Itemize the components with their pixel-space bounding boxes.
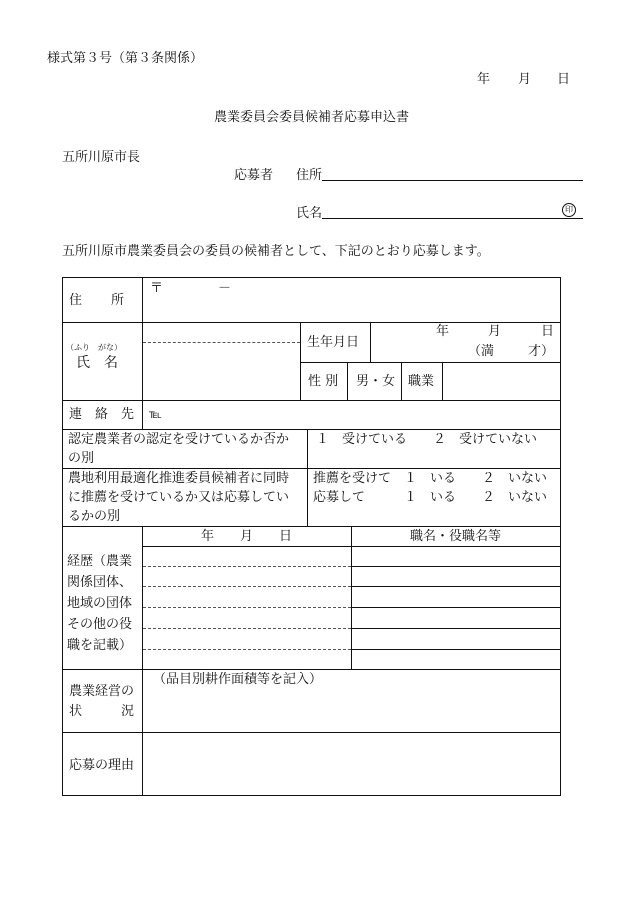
history-label-line5: 職を記載） [67,638,133,653]
contact-field[interactable] [170,403,555,425]
seal-icon: 印 [562,203,576,217]
applicant-address-label: 住所 [296,168,323,183]
applicant-label: 応募者 [234,168,274,183]
occupation-field[interactable] [445,364,557,398]
certified-question-line2: の別 [68,451,95,466]
farming-note: （品目別耕作面積等を記入） [153,672,323,687]
applicant-name-line[interactable] [322,218,583,219]
history-label-line3: 地域の団体 [67,596,133,611]
age-open: （満 [468,344,495,359]
birth-day: 日 [541,324,555,339]
postal-mark: 〒 [150,281,164,296]
history-label-line4: その他の役 [67,617,133,632]
postal-dash: － [218,281,232,296]
promotion-question-line2: に推薦を受けているか又は応募してい [68,490,290,505]
applicant-name-label: 氏名 [296,206,323,221]
contact-label: 連 絡 先 [69,407,135,422]
history-label-line1: 経歴（農業 [67,554,133,569]
date-month: 月 [518,72,532,87]
gender-options[interactable]: 男・女 [356,374,396,389]
gender-label: 性 別 [308,374,339,389]
name-label: 氏 名 [76,355,118,371]
certified-answer-options[interactable]: １ 受けている ２ 受けていない [316,432,538,447]
farming-label-line2: 状 況 [69,704,135,719]
form-number: 様式第３号（第３条関係） [47,51,204,66]
address-label: 住 所 [69,293,126,308]
date-day: 日 [557,72,571,87]
history-label-line2: 関係団体、 [67,575,133,590]
history-role-header: 職名・役職名等 [410,529,502,544]
birth-label: 生年月日 [307,335,360,350]
certified-question-line1: 認定農業者の認定を受けているか否か [68,432,290,447]
promotion-question-line1: 農地利用最適化推進委員候補者に同時 [68,471,290,486]
birth-month: 月 [488,324,502,339]
history-date-header: 年 月 日 [201,529,293,544]
promotion-answer-recommended[interactable]: 推薦を受けて １ いる ２ いない [313,471,548,486]
address-field[interactable] [160,298,550,318]
document-title: 農業委員会委員候補者応募申込書 [214,110,410,125]
farming-field[interactable] [145,690,557,728]
reason-label: 応募の理由 [69,758,135,773]
furigana-field[interactable] [145,324,297,341]
farming-label-line1: 農業経営の [69,684,135,699]
name-field[interactable] [145,345,297,397]
occupation-label: 職業 [408,374,435,389]
date-year: 年 [477,72,491,87]
birth-year: 年 [436,324,450,339]
promotion-answer-applied[interactable]: 応募して １ いる ２ いない [313,490,548,505]
promotion-question-line3: るかの別 [68,509,121,524]
furigana-label: （ふり がな） [66,343,122,352]
addressee: 五所川原市長 [62,150,141,165]
phone-icon: ℡ [149,407,162,421]
reason-field[interactable] [145,736,557,792]
applicant-address-line[interactable] [322,180,583,181]
age-close: 才） [528,344,555,359]
intro-text: 五所川原市農業委員会の委員の候補者として、下記のとおり応募します。 [62,244,490,259]
